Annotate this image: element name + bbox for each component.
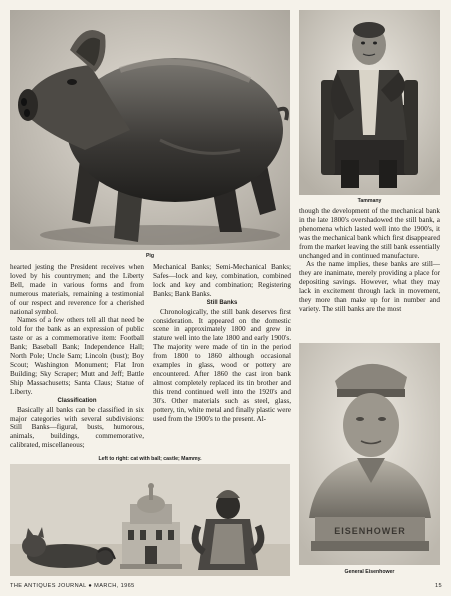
page-footer — [10, 583, 442, 589]
three-banks-image — [10, 464, 290, 576]
three-banks-photo — [10, 464, 290, 576]
left-column — [10, 263, 144, 450]
middle-intro-paragraph: Mechanical Banks; Semi-Mechanical Banks; Safes—lock and key, combination, combined lock and key and combination; Registering Banks; Bank Banks. — [153, 263, 291, 298]
tammany-bank-photo — [299, 10, 440, 195]
footer-journal-date: THE ANTIQUES JOURNAL ● MARCH, 1965 — [10, 583, 135, 589]
right-paragraph-1: though the development of the mechanical bank in the late 1800's overshadowed the still bank, a phenomena which lasted well into the 1900's, it was the mechanical bank which first disappeared from the market leaving the still bank essentially unchanged and in continued manufacture. — [299, 207, 440, 260]
three-banks-caption: Left to right: cat with ball; castle; Mammy. — [98, 456, 202, 462]
pig-bank-photo — [10, 10, 290, 250]
tammany-bank-image — [299, 10, 440, 195]
right-paragraph-2: As the name implies, these banks are still—they are inanimate, merely providing a place for depositing savings. However, what they may lack in excitement through lack in movement, they more than make up for in number and variety. The still banks are the most — [299, 260, 440, 313]
eisenhower-bust-image — [299, 343, 440, 565]
footer-page-number: 15 — [434, 583, 442, 589]
still-banks-heading: Still Banks — [206, 299, 238, 306]
left-paragraph-2: Names of a few others tell all that need be told for the bank as an expression of public taste or as a commemorative item: Football Bank; Baseball Bank; Independence Hall; North Pole; Uncle Sam; Lincoln (bust); Boy Scout; Washington Monument; Flat Iron Building; Sky Scraper; Mutt and Jeff; Battle Ship Massachusetts; Santa Claus; Statue of Liberty. — [10, 316, 144, 396]
eisenhower-caption: General Eisenhower — [344, 569, 395, 575]
classification-heading: Classification — [57, 397, 97, 404]
bust-plaque-text: EISENHOWER — [334, 526, 406, 536]
pig-caption: Pig — [145, 253, 155, 259]
right-column — [299, 207, 440, 314]
pig-bank-image — [10, 10, 290, 250]
left-paragraph-1: hearted jesting the President receives when loved by his countrymen; and the Liberty Bell, made in various forms and from numerous materials, remaining a testimonial of our respect and reverence for a cherished national symbol. — [10, 263, 144, 316]
still-banks-paragraph: Chronologically, the still bank deserves first consideration. It appeared on the domestic scene in approximately 1800 and grew in stature well into the late 1800 and early 1900's. The majority were made of tin in the period from 1800 to 1860 although occasional examples in glass, wood or pottery are encountered. After 1860 the cast iron bank almost completely replaced its tin brother and this trend continued well into the 1920's and 30's. Other materials such as steel, glass, pottery, tin, white metal and finally plastic were used from the 1900's to the present. Al- — [153, 307, 291, 423]
middle-column — [153, 263, 291, 423]
tammany-caption: Tammany — [357, 198, 382, 204]
classification-paragraph: Basically all banks can be classified in six major categories with several subdivisions: Still Banks—figural, busts, humorous, animals, buildings, commemorative, calibrated, miscellaneous; — [10, 405, 144, 450]
eisenhower-bank-photo — [299, 343, 440, 565]
